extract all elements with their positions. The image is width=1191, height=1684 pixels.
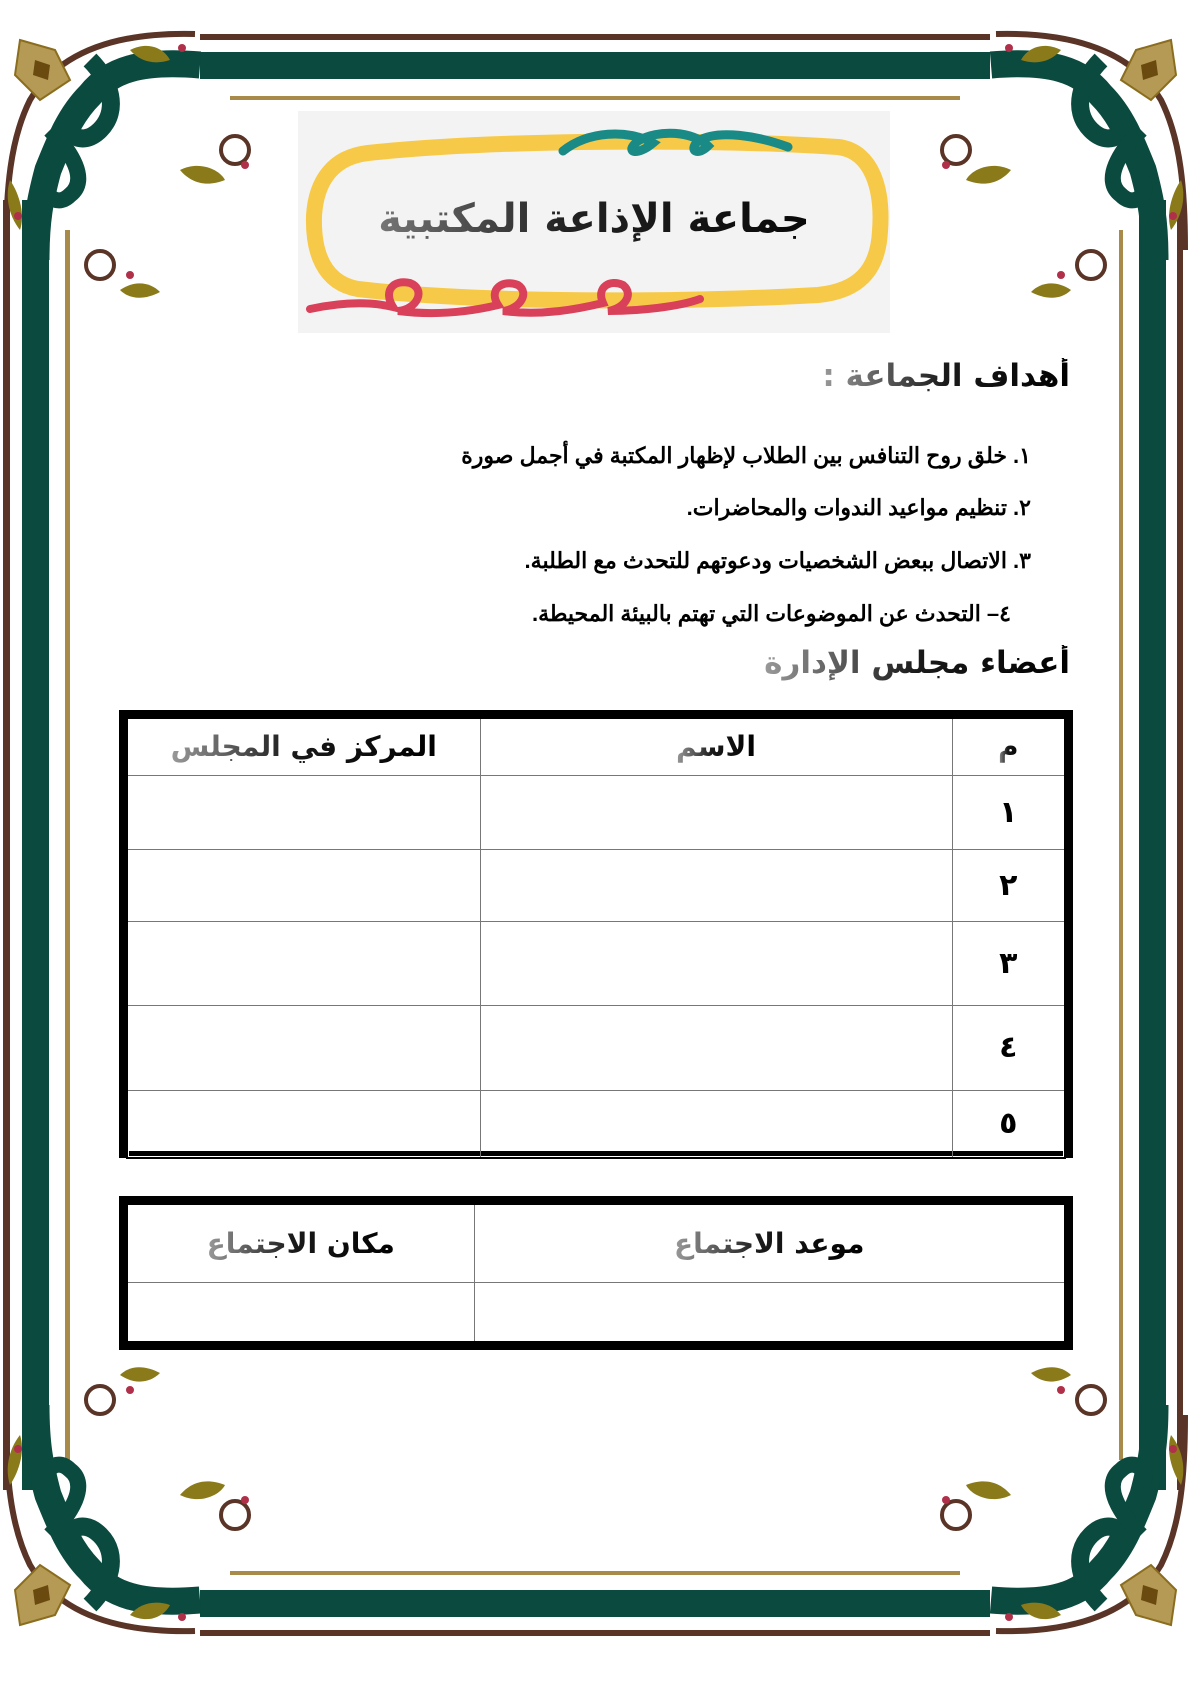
frame-top-gold-line bbox=[230, 96, 960, 100]
frame-bottom-teal-band bbox=[200, 1590, 990, 1617]
name-cell[interactable] bbox=[480, 1005, 952, 1090]
table-row bbox=[127, 1282, 1065, 1342]
frame-right-gold-line bbox=[1119, 230, 1123, 1460]
position-cell[interactable] bbox=[127, 921, 480, 1005]
table-header-row bbox=[127, 1204, 1065, 1282]
banner-title: جماعة الإذاعة المكتبية bbox=[298, 196, 890, 242]
frame-top-brown-line bbox=[200, 34, 990, 40]
column-header-name: الاسم bbox=[480, 718, 952, 775]
meeting-place-cell[interactable] bbox=[127, 1282, 474, 1342]
frame-left-teal-band bbox=[22, 200, 49, 1490]
column-header-number: م bbox=[952, 718, 1065, 775]
name-cell[interactable] bbox=[480, 849, 952, 921]
position-cell[interactable] bbox=[127, 1005, 480, 1090]
frame-bottom-gold-line bbox=[230, 1571, 960, 1575]
column-header-meeting-time: موعد الاجتماع bbox=[474, 1204, 1065, 1282]
table-row bbox=[127, 849, 1065, 921]
corner-ornament-bottom-left-icon bbox=[0, 1345, 300, 1645]
meeting-time-cell[interactable] bbox=[474, 1282, 1065, 1342]
board-heading: أعضاء مجلس الإدارة bbox=[764, 645, 1070, 681]
goal-item-1: ١. خلق روح التنافس بين الطلاب لإظهار المكتبة في أجمل صورة bbox=[461, 443, 1031, 468]
column-header-meeting-place: مكان الاجتماع bbox=[127, 1204, 474, 1282]
table-row bbox=[127, 1005, 1065, 1090]
goal-item-2: ٢. تنظيم مواعيد الندوات والمحاضرات. bbox=[686, 495, 1031, 520]
row-number-cell: ٣ bbox=[952, 921, 1065, 1005]
name-cell[interactable] bbox=[480, 921, 952, 1005]
row-number-cell: ٥ bbox=[952, 1090, 1065, 1158]
table-row bbox=[127, 921, 1065, 1005]
board-members-table bbox=[119, 710, 1073, 1158]
corner-ornament-top-left-icon bbox=[0, 20, 300, 320]
frame-right-teal-band bbox=[1139, 200, 1166, 1490]
corner-ornament-bottom-right-icon bbox=[891, 1345, 1191, 1645]
frame-top-teal-band bbox=[200, 52, 990, 79]
name-cell[interactable] bbox=[480, 775, 952, 849]
position-cell[interactable] bbox=[127, 1090, 480, 1158]
position-cell[interactable] bbox=[127, 775, 480, 849]
goal-item-3: ٣. الاتصال ببعض الشخصيات ودعوتهم للتحدث مع الطلبة. bbox=[524, 548, 1031, 573]
position-cell[interactable] bbox=[127, 849, 480, 921]
row-number-cell: ٢ bbox=[952, 849, 1065, 921]
table-row bbox=[127, 775, 1065, 849]
table-header-row bbox=[127, 718, 1065, 775]
goals-heading: أهداف الجماعة : bbox=[822, 358, 1070, 394]
column-header-position: المركز في المجلس bbox=[127, 718, 480, 775]
frame-right-brown-line bbox=[1177, 200, 1183, 1490]
row-number-cell: ٤ bbox=[952, 1005, 1065, 1090]
frame-left-gold-line bbox=[65, 230, 70, 1460]
row-number-cell: ١ bbox=[952, 775, 1065, 849]
meeting-table bbox=[119, 1196, 1073, 1350]
name-cell[interactable] bbox=[480, 1090, 952, 1158]
corner-ornament-top-right-icon bbox=[891, 20, 1191, 320]
frame-left-brown-line bbox=[3, 200, 10, 1490]
goal-item-4: ٤– التحدث عن الموضوعات التي تهتم بالبيئة المحيطة. bbox=[531, 601, 1011, 626]
title-banner bbox=[298, 111, 890, 333]
frame-bottom-brown-line bbox=[200, 1630, 990, 1636]
table-row bbox=[127, 1090, 1065, 1158]
